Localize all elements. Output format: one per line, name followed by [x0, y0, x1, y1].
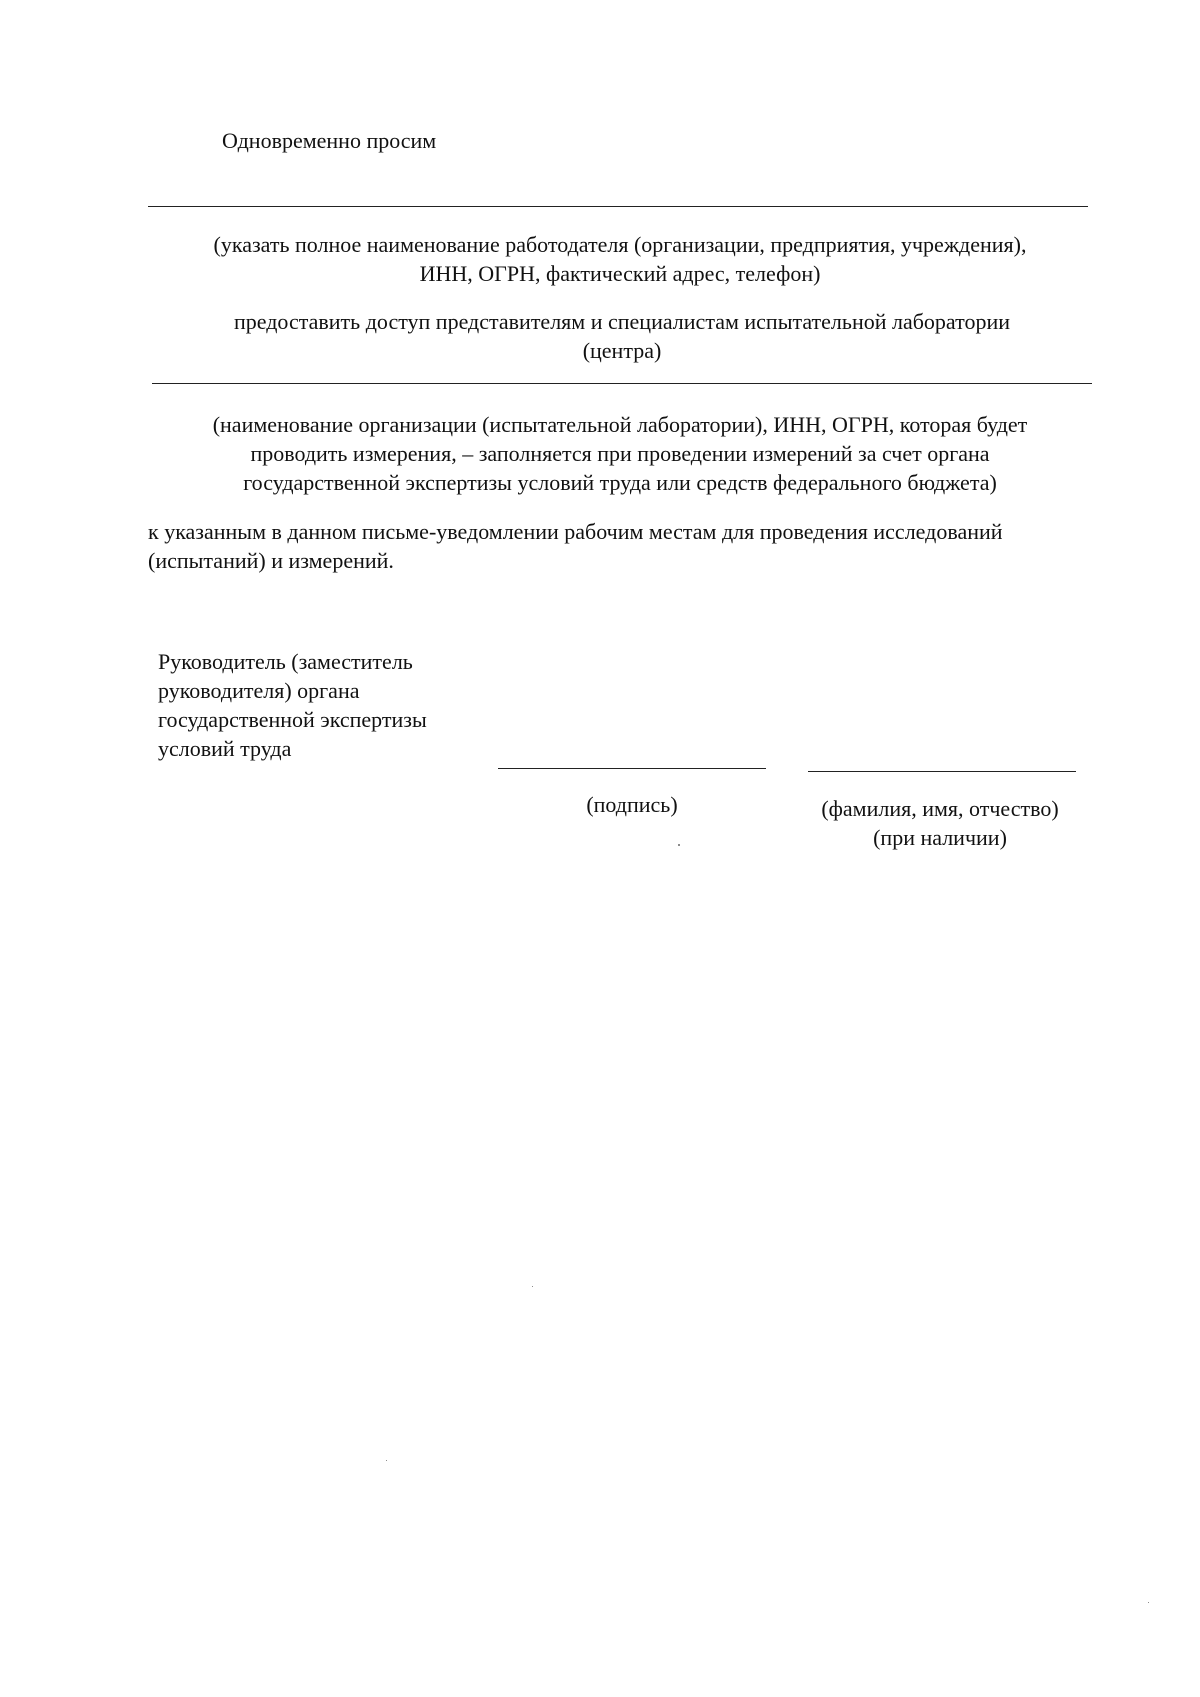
lab-fill-line — [152, 383, 1092, 384]
lab-hint-line2: проводить измерения, – заполняется при проведении измерений за счет органа — [250, 441, 990, 466]
purpose-line2: (испытаний) и измерений. — [148, 548, 394, 573]
signature-caption: (подпись) — [586, 792, 678, 817]
lab-hint-line3: государственной экспертизы условий труда или средств федерального бюджета) — [243, 470, 997, 495]
full-name-fill-line — [808, 771, 1076, 772]
scan-speck — [678, 844, 680, 846]
access-text-line2: (центра) — [582, 338, 662, 363]
signature-fill-line — [498, 768, 766, 769]
purpose-line1: к указанным в данном письме-уведомлении рабочим местам для проведения исследований — [148, 519, 1003, 544]
signatory-role-line4: условий труда — [158, 736, 292, 761]
full-name-caption-line2: (при наличии) — [873, 825, 1007, 850]
signatory-role-line1: Руководитель (заместитель — [158, 649, 413, 674]
signatory-role-line2: руководителя) органа — [158, 678, 360, 703]
intro-text: Одновременно просим — [222, 128, 437, 153]
full-name-caption-line1: (фамилия, имя, отчество) — [821, 796, 1059, 821]
employer-hint-line2: ИНН, ОГРН, фактический адрес, телефон) — [419, 261, 821, 286]
scan-speck — [386, 1460, 387, 1461]
employer-hint-line1: (указать полное наименование работодателя (организации, предприятия, учреждения), — [213, 232, 1027, 257]
scan-speck — [532, 1286, 533, 1287]
employer-fill-line — [148, 206, 1088, 207]
signatory-role-line3: государственной экспертизы — [158, 707, 427, 732]
access-text-line1: предоставить доступ представителям и специалистам испытательной лаборатории — [233, 309, 1011, 334]
scan-speck — [1148, 1602, 1149, 1603]
lab-hint-line1: (наименование организации (испытательной лаборатории), ИНН, ОГРН, которая будет — [212, 412, 1028, 437]
